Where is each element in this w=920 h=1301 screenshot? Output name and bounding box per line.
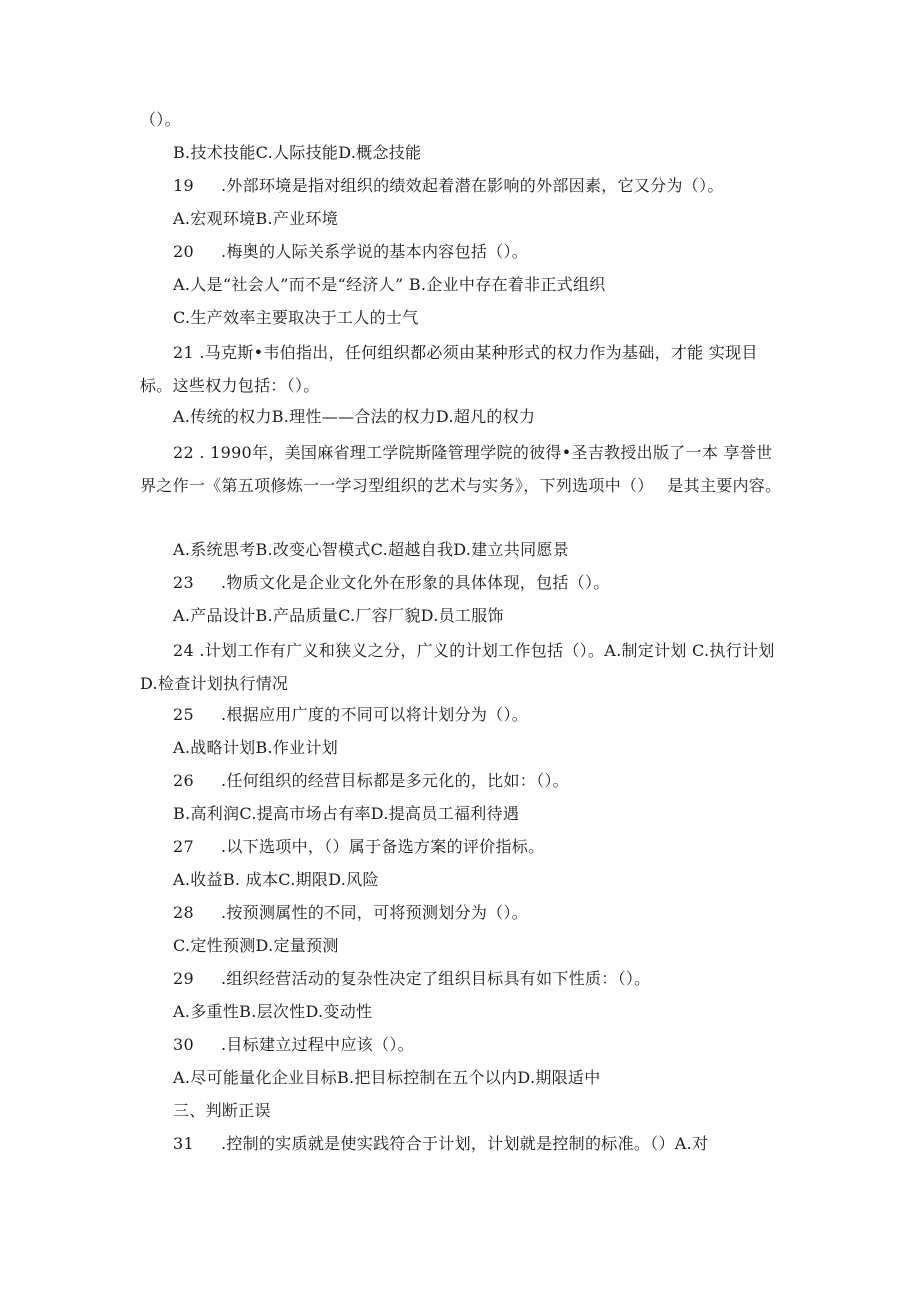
- question-text: .梅奥的人际关系学说的基本内容包括（）。: [221, 242, 529, 261]
- option-line: A.系统思考B.改变心智模式C.超越自我D.建立共同愿景: [173, 540, 569, 559]
- question-19: [173, 176, 724, 196]
- question-number: 30: [173, 1035, 194, 1054]
- question-text: .任何组织的经营目标都是多元化的，比如：（）。: [221, 771, 569, 790]
- option-line: A.产品设计B.产品质量C.厂容厂貌D.员工服饰: [173, 606, 504, 625]
- question-text: .控制的实质就是使实践符合于计划，计划就是控制的标准。（）A.对: [221, 1134, 709, 1153]
- question-number: 19: [173, 176, 194, 195]
- option-line: A.战略计划B.作业计划: [173, 738, 339, 757]
- question-number: 31: [173, 1134, 194, 1153]
- question-20: [173, 242, 528, 262]
- option-line: A.传统的权力B.理性——合法的权力D.超凡的权力: [173, 407, 536, 426]
- question-text: .以下选项中，（）属于备选方案的评价指标。: [221, 837, 545, 856]
- question-21: 21 .马克斯•韦伯指出，任何组织都必须由某种形式的权力作为基础，才能 实现目标。这些权力包括：（）。: [140, 343, 758, 395]
- option-line: A.宏观环境B.产业环境: [173, 209, 339, 228]
- option-line: A.人是“社会人”而不是“经济人” B.企业中存在着非正式组织: [173, 275, 606, 294]
- question-29: [173, 969, 651, 989]
- question-number: 29: [173, 969, 194, 988]
- text-line: （）。: [140, 110, 181, 129]
- question-number: 26: [173, 771, 194, 790]
- question-30: [173, 1035, 414, 1055]
- question-24: 24 .计划工作有广义和狭义之分，广义的计划工作包括（）。A.制定计划 C.执行计划D.检查计划执行情况: [140, 641, 775, 693]
- question-number: 20: [173, 242, 194, 261]
- option-line: C.生产效率主要取决于工人的士气: [173, 308, 419, 327]
- question-31: [173, 1134, 708, 1154]
- question-23: [173, 573, 610, 593]
- question-text: .组织经营活动的复杂性决定了组织目标具有如下性质：（）。: [221, 969, 651, 988]
- question-25: [173, 705, 528, 725]
- option-line: B.技术技能C.人际技能D.概念技能: [173, 143, 422, 162]
- question-text: .目标建立过程中应该（）。: [221, 1035, 414, 1054]
- option-line: A.尽可能量化企业目标B.把目标控制在五个以内D.期限适中: [173, 1068, 601, 1087]
- option-line: C.定性预测D.定量预测: [173, 936, 339, 955]
- option-line: A.收益B. 成本C.期限D.风险: [173, 870, 379, 889]
- section-heading: 三、判断正误: [173, 1101, 271, 1120]
- question-text: .物质文化是企业文化外在形象的具体体现，包括（）。: [221, 573, 610, 592]
- question-22: 22 . 1990年，美国麻省理工学院斯隆管理学院的彼得•圣吉教授出版了一本 享誉世界之作一《第五项修炼一一学习型组织的艺术与实务》，下列选项中（） 是其主要内容。: [140, 443, 782, 495]
- question-text: .外部环境是指对组织的绩效起着潜在影响的外部因素，它又分为（）。: [221, 176, 724, 195]
- question-number: 28: [173, 903, 194, 922]
- question-text: .根据应用广度的不同可以将计划分为（）。: [221, 705, 529, 724]
- question-26: [173, 771, 569, 791]
- question-28: [173, 903, 528, 923]
- question-number: 23: [173, 573, 194, 592]
- question-number: 27: [173, 837, 194, 856]
- option-line: A.多重性B.层次性D.变动性: [173, 1002, 373, 1021]
- question-27: [173, 837, 544, 857]
- question-text: .按预测属性的不同，可将预测划分为（）。: [221, 903, 529, 922]
- question-number: 25: [173, 705, 194, 724]
- option-line: B.高利润C.提高市场占有率D.提高员工福利待遇: [173, 804, 520, 823]
